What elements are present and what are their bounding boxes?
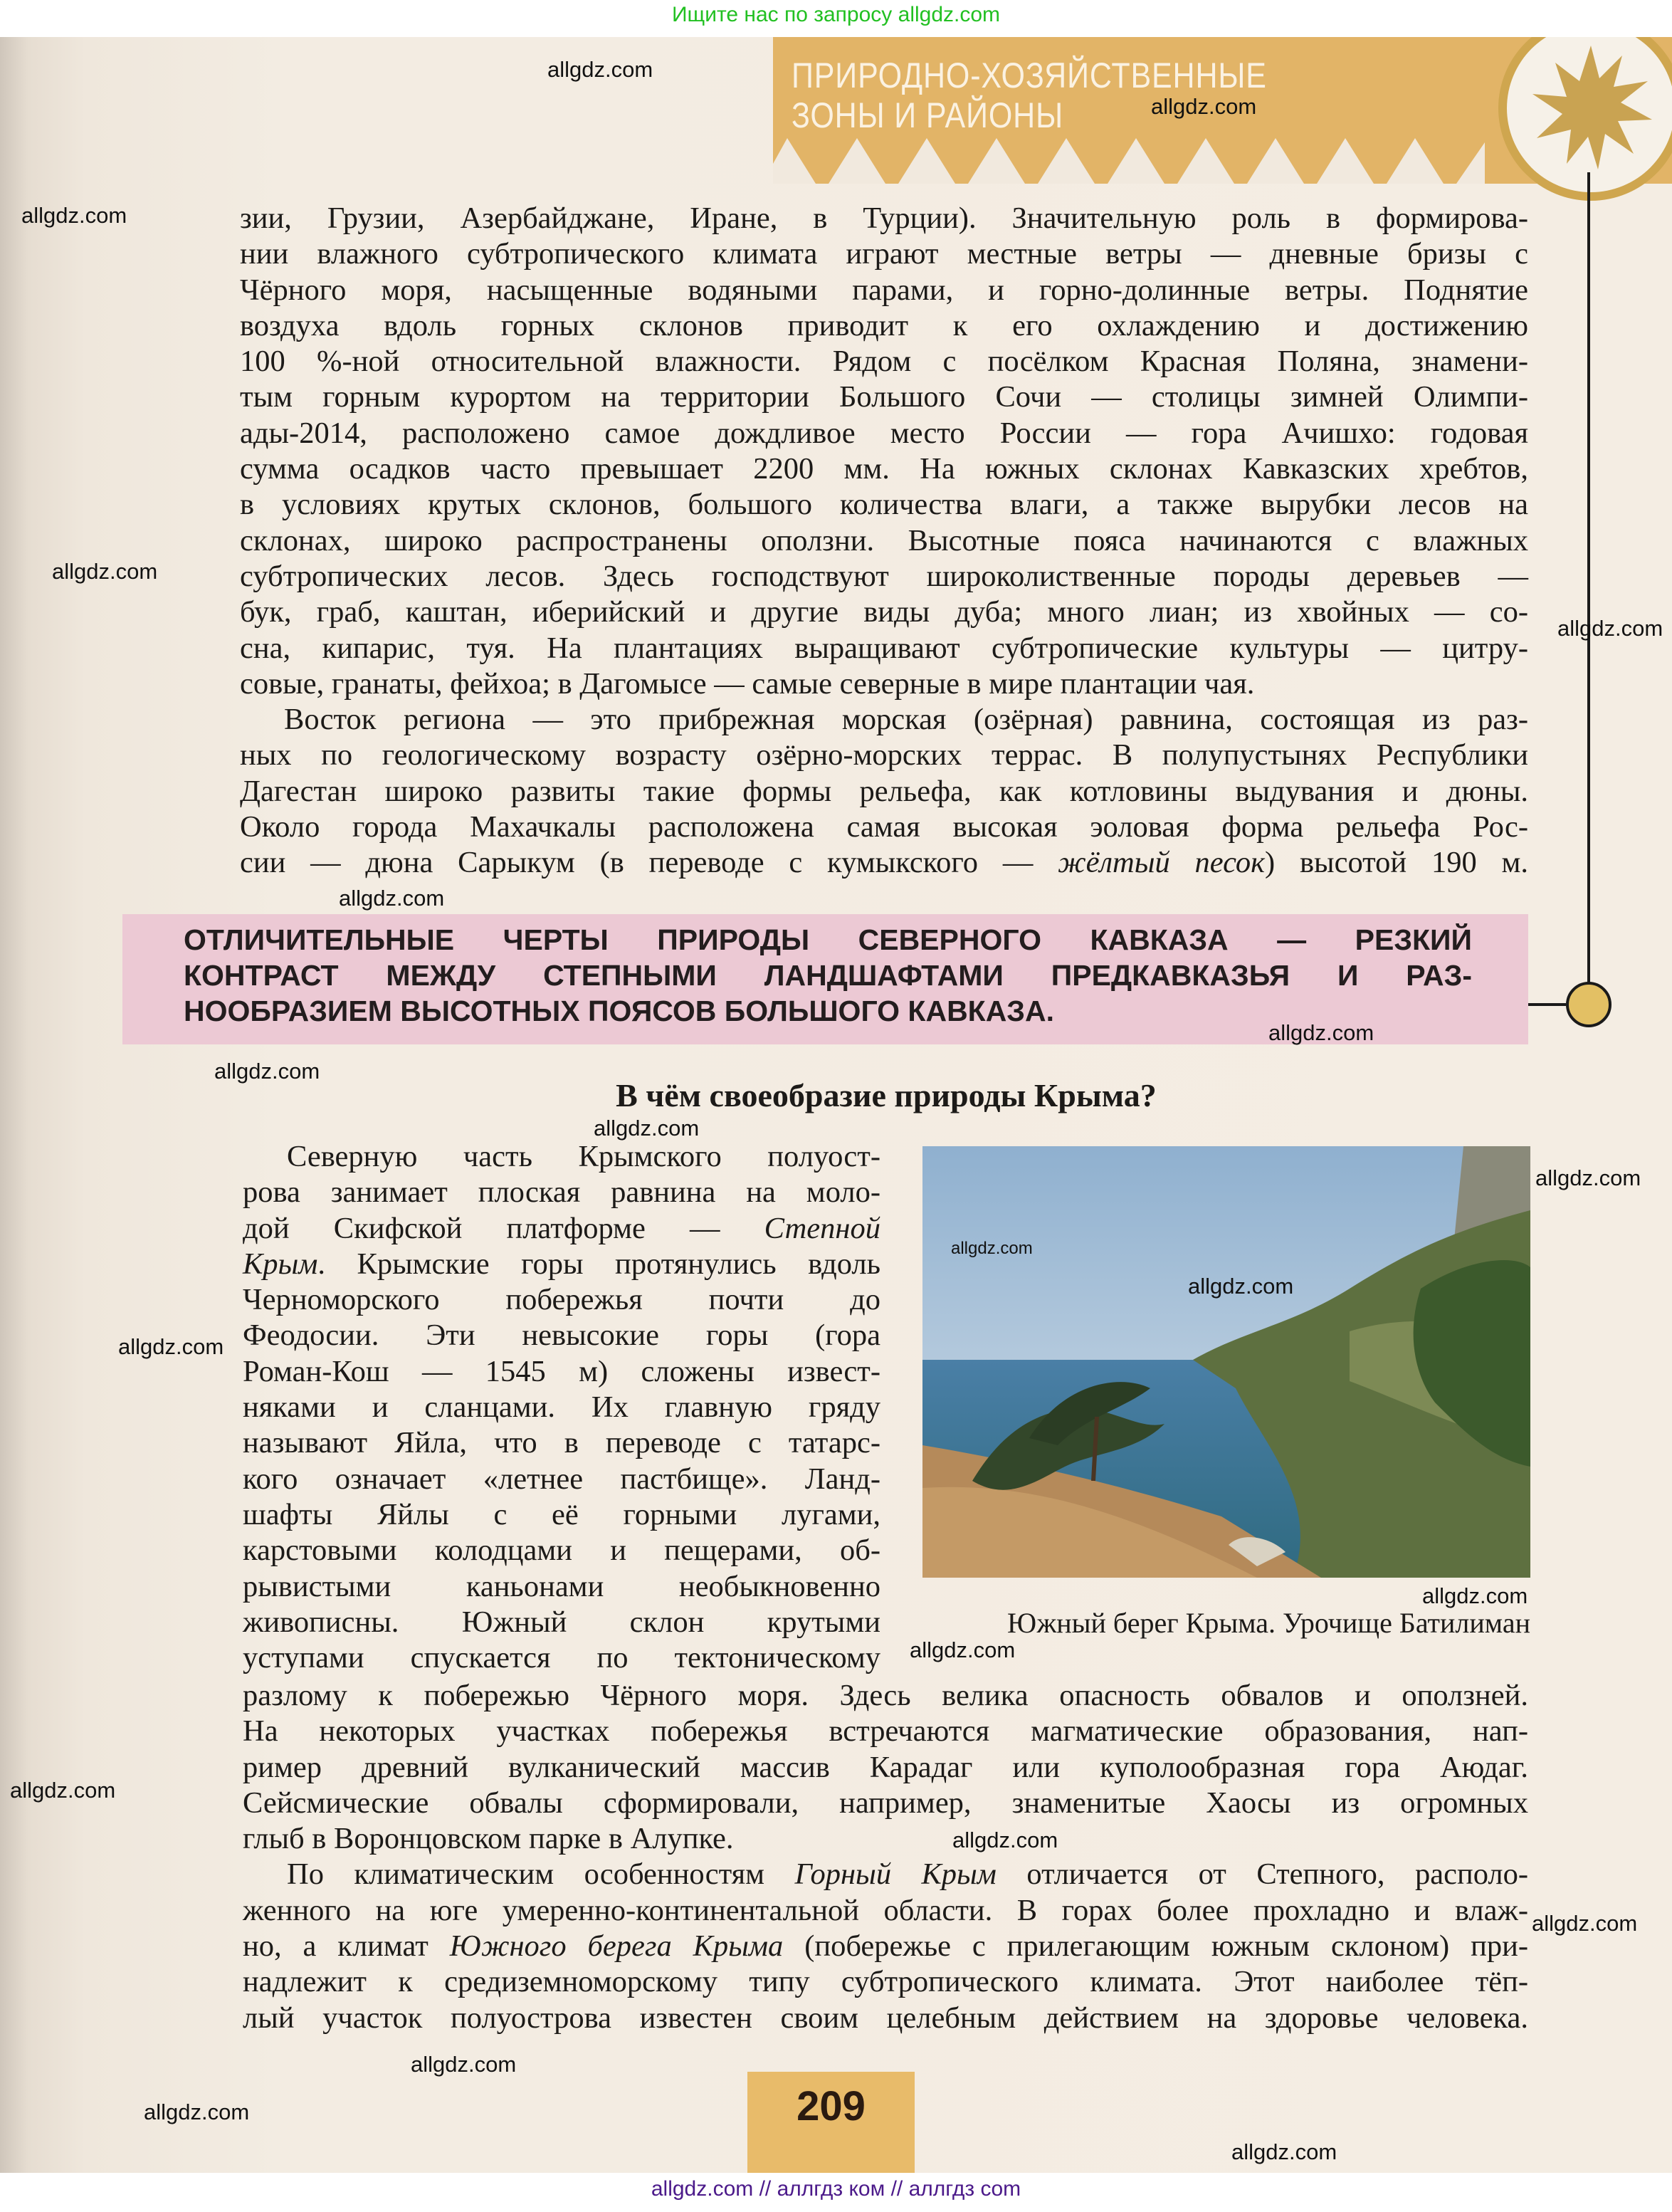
text-segment: субтропических лесов. Здесь господствуют широколиственные породы деревьев — bbox=[240, 559, 1528, 593]
callout-line: НООБРАЗИЕМ ВЫСОТНЫХ ПОЯСОВ БОЛЬШОГО КАВКАЗА. bbox=[184, 995, 1054, 1027]
text-segment: дой Скифской платформе — bbox=[243, 1211, 764, 1245]
watermark: allgdz.com bbox=[952, 1828, 1058, 1852]
text-segment: ады-2014, расположено самое дождливое место России — гора Ачишхо: годовая bbox=[240, 416, 1528, 450]
text-segment: в условиях крутых склонов, большого количества влаги, а также вырубки лесов на bbox=[240, 488, 1528, 522]
text-segment: ) высотой 190 м. bbox=[1265, 846, 1528, 880]
italic-term: Степной bbox=[764, 1211, 880, 1245]
watermark: allgdz.com bbox=[1188, 1274, 1294, 1299]
chapter-title-line2: ЗОНЫ И РАЙОНЫ bbox=[792, 95, 1064, 135]
text-segment: нии влажного субтропического климата играют местные ветры — дневные бризы с bbox=[240, 237, 1528, 271]
text-segment: уступами спускается по тектоническому bbox=[243, 1641, 880, 1675]
italic-term: Южного берега Крыма bbox=[449, 1929, 784, 1964]
text-line bbox=[243, 1318, 880, 1353]
text-segment: склонах, широко распространены оползни. Высотные пояса начинаются с влажных bbox=[240, 523, 1528, 557]
text-segment: Черноморского побережья почти до bbox=[243, 1283, 880, 1317]
watermark: allgdz.com bbox=[951, 1239, 1033, 1258]
text-segment: Роман-Кош — 1545 м) сложены извест- bbox=[243, 1354, 880, 1388]
text-segment: Чёрного моря, насыщенные водяными парами, и горно-долинные ветры. Поднятие bbox=[240, 273, 1528, 307]
text-segment: но, а климат bbox=[243, 1929, 450, 1964]
text-segment: воздуха вдоль горных склонов приводит к его охлаждению и достижению bbox=[240, 308, 1528, 342]
text-line bbox=[240, 451, 1528, 487]
text-line bbox=[240, 845, 1528, 881]
watermark: allgdz.com bbox=[910, 1637, 1016, 1662]
text-segment: шафты Яйлы с её горными лугами, bbox=[243, 1497, 880, 1531]
text-segment: рывистыми каньонами необыкновенно bbox=[243, 1569, 880, 1603]
watermark: allgdz.com bbox=[547, 57, 653, 82]
text-segment: тым горным курортом на территории Большого Сочи — столицы зимней Олимпи- bbox=[240, 380, 1528, 414]
text-line bbox=[243, 1786, 1528, 1821]
text-line bbox=[243, 1462, 880, 1497]
italic-term: Горный Крым bbox=[794, 1857, 997, 1892]
section-heading: В чём своеобразие природы Крыма? bbox=[616, 1077, 1157, 1113]
text-segment: зии, Грузии, Азербайджане, Иране, в Турции). Значительную роль в формирова- bbox=[240, 201, 1528, 235]
text-segment: ример древний вулканический массив Карадаг или куполообразная гора Аюдаг. bbox=[243, 1750, 1528, 1784]
text-segment: отличается от Степного, располо- bbox=[996, 1857, 1528, 1892]
text-segment: разлому к побережью Чёрного моря. Здесь велика опасность обвалов и оползней. bbox=[243, 1679, 1528, 1712]
callout-line: ОТЛИЧИТЕЛЬНЫЕ ЧЕРТЫ ПРИРОДЫ СЕВЕРНОГО КАВКАЗА — РЕЗКИЙ bbox=[184, 923, 1472, 956]
text-line bbox=[240, 809, 1528, 845]
text-segment: сии — дюна Сарыкум (в переводе с кумыкского — bbox=[240, 846, 1058, 880]
text-line bbox=[240, 559, 1528, 594]
text-line bbox=[243, 1678, 1528, 1714]
italic-term: жёлтый песок bbox=[1058, 846, 1266, 880]
text-segment: . Крымские горы протянулись вдоль bbox=[317, 1247, 880, 1281]
page-number: 209 bbox=[796, 2083, 866, 2129]
callout-text bbox=[184, 922, 1472, 1029]
text-segment: (побережье с прилегающим южным склоном) при- bbox=[783, 1929, 1528, 1964]
body-text-column bbox=[243, 1139, 880, 1676]
watermark: allgdz.com bbox=[52, 559, 158, 584]
text-line bbox=[243, 1929, 1528, 1964]
text-segment: няками и сланцами. Их главную гряду bbox=[243, 1390, 880, 1425]
text-line bbox=[243, 1425, 880, 1461]
text-line bbox=[240, 379, 1528, 415]
text-segment: совые, гранаты, фейхоа; в Дагомысе — самые северные в мире плантации чая. bbox=[240, 666, 1255, 701]
text-line bbox=[240, 308, 1528, 344]
text-line bbox=[243, 1821, 1528, 1857]
text-line bbox=[243, 1964, 1528, 2000]
text-segment: Феодосии. Эти невысокие горы (гора bbox=[243, 1319, 880, 1353]
text-segment: Сейсмические обвалы сформировали, например, знаменитые Хаосы из огромных bbox=[243, 1786, 1528, 1820]
text-line bbox=[243, 1139, 880, 1175]
text-line bbox=[243, 2001, 1528, 2036]
text-line bbox=[243, 1211, 880, 1247]
text-segment: называют Яйла, что в переводе с татарс- bbox=[243, 1426, 880, 1460]
text-line bbox=[243, 1533, 880, 1568]
text-line bbox=[243, 1750, 1528, 1786]
text-line bbox=[243, 1497, 880, 1533]
watermark: allgdz.com bbox=[411, 2052, 517, 2077]
text-line bbox=[240, 201, 1528, 236]
text-segment: женного на юге умеренно-континентальной области. В горах более прохладно и влаж- bbox=[243, 1893, 1528, 1927]
text-line bbox=[243, 1175, 880, 1210]
body-text-part2 bbox=[243, 1678, 1528, 2036]
header-zigzag-decoration bbox=[773, 135, 1485, 184]
text-line bbox=[243, 1247, 880, 1282]
text-segment: По климатическим особенностям bbox=[287, 1857, 795, 1892]
crimea-coast-photo bbox=[922, 1146, 1530, 1578]
watermark: allgdz.com bbox=[1151, 94, 1257, 119]
text-segment: рова занимает плоская равнина на моло- bbox=[243, 1175, 880, 1210]
watermark: allgdz.com bbox=[144, 2100, 250, 2124]
watermark: allgdz.com bbox=[1557, 616, 1663, 641]
chapter-title-line1: ПРИРОДНО-ХОЗЯЙСТВЕННЫЕ bbox=[792, 56, 1267, 95]
text-segment: 100 %-ной относительной влажности. Рядом с посёлком Красная Поляна, знамени- bbox=[240, 345, 1528, 379]
watermark: allgdz.com bbox=[1231, 2139, 1337, 2164]
watermark: allgdz.com bbox=[214, 1059, 320, 1084]
photo-caption: Южный берег Крыма. Урочище Батилиман bbox=[1007, 1607, 1530, 1639]
text-line bbox=[243, 1714, 1528, 1749]
text-line bbox=[240, 236, 1528, 272]
watermark: allgdz.com bbox=[1268, 1020, 1374, 1045]
text-line bbox=[243, 1857, 1528, 1892]
text-segment: Около города Махачкалы расположена самая высокая эоловая форма рельефа Рос- bbox=[240, 810, 1528, 844]
watermark: allgdz.com bbox=[1535, 1165, 1641, 1190]
text-line bbox=[243, 1605, 880, 1640]
text-line bbox=[243, 1354, 880, 1390]
text-segment: сна, кипарис, туя. На плантациях выращивают субтропические культуры — цитру- bbox=[240, 631, 1528, 665]
text-segment: надлежит к средиземноморскому типу субтропического климата. Этот наиболее тёп- bbox=[243, 1965, 1528, 1999]
text-line bbox=[240, 702, 1528, 738]
watermark: allgdz.com bbox=[1532, 1911, 1638, 1936]
watermark: allgdz.com bbox=[21, 203, 127, 228]
text-segment: глыб в Воронцовском парке в Алупке. bbox=[243, 1822, 734, 1856]
text-segment: живописны. Южный склон крутыми bbox=[243, 1605, 880, 1639]
watermark: allgdz.com bbox=[1422, 1583, 1528, 1608]
text-segment: Дагестан широко развиты такие формы рельефа, как котловины выдувания и дюны. bbox=[240, 774, 1528, 808]
text-line bbox=[240, 774, 1528, 809]
text-segment: сумма осадков часто превышает 2200 мм. На южных склонах Кавказских хребтов, bbox=[240, 452, 1528, 486]
watermark: allgdz.com bbox=[594, 1116, 700, 1141]
watermark: allgdz.com bbox=[118, 1334, 224, 1359]
text-line bbox=[240, 416, 1528, 451]
text-line bbox=[240, 273, 1528, 308]
text-line bbox=[243, 1390, 880, 1425]
italic-term: Крым bbox=[243, 1247, 318, 1281]
text-segment: кого означает «летнее пастбище». Ланд- bbox=[243, 1462, 880, 1496]
text-line bbox=[240, 666, 1528, 702]
bottom-site-banner[interactable]: allgdz.com // аллгдз ком // аллгдз com bbox=[651, 2177, 1021, 2201]
text-line bbox=[240, 344, 1528, 379]
body-text-part1 bbox=[240, 201, 1528, 881]
text-segment: На некоторых участках побережья встречаются магматические образования, нап- bbox=[243, 1714, 1528, 1749]
text-segment: лый участок полуострова известен своим целебным действием на здоровье человека. bbox=[243, 2001, 1528, 2035]
text-line bbox=[243, 1569, 880, 1605]
text-line bbox=[240, 594, 1528, 630]
text-line bbox=[240, 738, 1528, 773]
text-line bbox=[240, 631, 1528, 666]
top-site-banner[interactable]: Ищите нас по запросу allgdz.com bbox=[671, 3, 1001, 26]
text-segment: ных по геологическому возрасту озёрно-морских террас. В полупустынях Республики bbox=[240, 738, 1528, 772]
watermark: allgdz.com bbox=[10, 1778, 116, 1803]
text-segment: Северную часть Крымского полуост- bbox=[287, 1140, 880, 1173]
text-segment: Восток региона — это прибрежная морская (озёрная) равнина, состоящая из раз- bbox=[284, 703, 1528, 737]
star-badge-icon bbox=[1491, 37, 1672, 222]
text-line bbox=[240, 487, 1528, 523]
callout-line: КОНТРАСТ МЕЖДУ СТЕПНЫМИ ЛАНДШАФТАМИ ПРЕДКАВКАЗЬЯ И РАЗ- bbox=[184, 959, 1472, 992]
text-line bbox=[243, 1282, 880, 1318]
text-segment: бук, граб, каштан, иберийский и другие виды дуба; много лиан; из хвойных — со- bbox=[240, 595, 1528, 629]
text-line bbox=[243, 1893, 1528, 1929]
text-segment: карстовыми колодцами и пещерами, об- bbox=[243, 1534, 880, 1568]
text-line bbox=[243, 1640, 880, 1676]
text-line bbox=[240, 523, 1528, 559]
watermark: allgdz.com bbox=[339, 886, 445, 911]
